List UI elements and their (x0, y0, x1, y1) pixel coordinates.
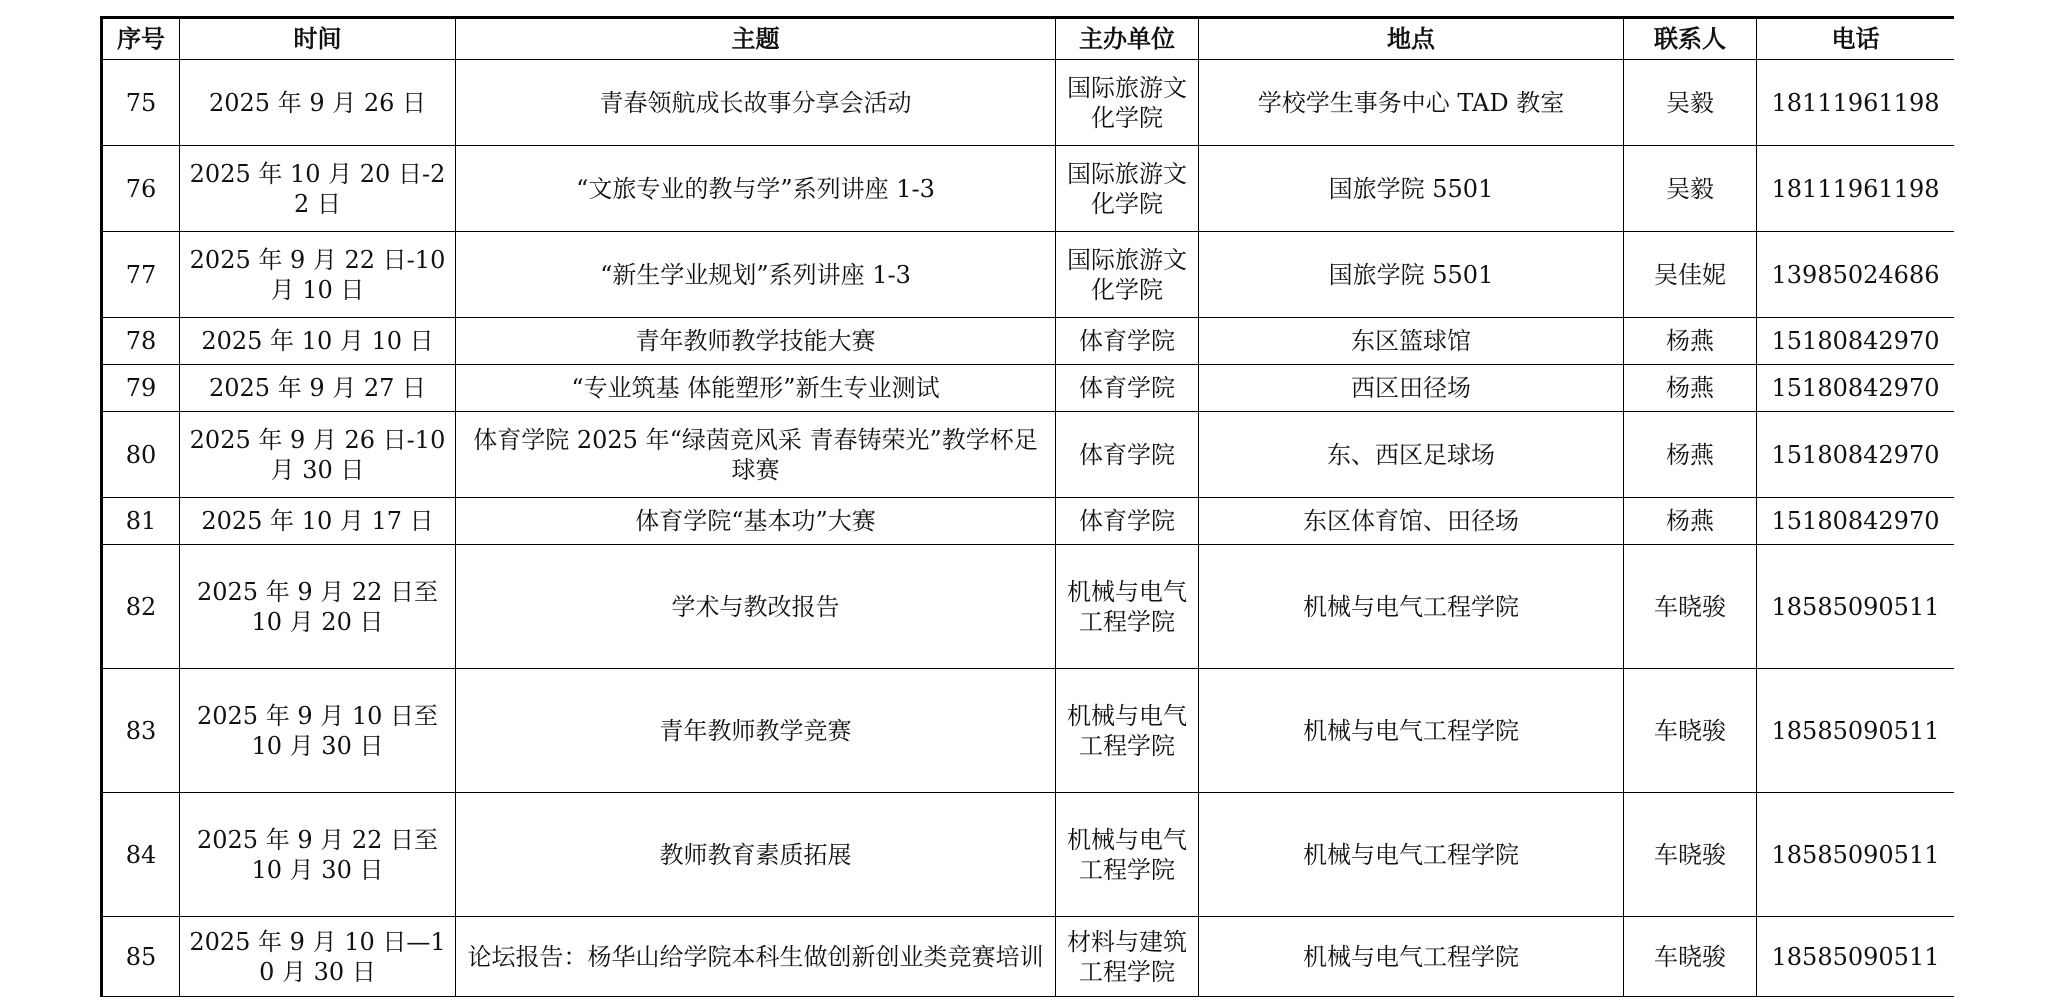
cell-date: 2025 年 9 月 10 日—10 月 30 日 (180, 917, 456, 998)
cell-topic: 青年教师教学竞赛 (456, 669, 1056, 793)
cell-no: 84 (102, 793, 180, 917)
cell-date: 2025 年 9 月 26 日-10 月 30 日 (180, 412, 456, 498)
cell-topic: “文旅专业的教与学”系列讲座 1-3 (456, 146, 1056, 232)
cell-phone: 18585090511 (1757, 917, 1955, 998)
cell-phone: 15180842970 (1757, 365, 1955, 412)
cell-date: 2025 年 9 月 22 日至 10 月 20 日 (180, 545, 456, 669)
cell-phone: 15180842970 (1757, 318, 1955, 365)
header-cell-topic: 主题 (456, 18, 1056, 60)
cell-phone: 18111961198 (1757, 60, 1955, 146)
table-row (102, 232, 1955, 318)
document-page (100, 16, 1954, 997)
cell-date: 2025 年 10 月 17 日 (180, 498, 456, 545)
cell-phone: 15180842970 (1757, 498, 1955, 545)
cell-no: 83 (102, 669, 180, 793)
cell-topic: 教师教育素质拓展 (456, 793, 1056, 917)
cell-place: 学校学生事务中心 TAD 教室 (1199, 60, 1624, 146)
cell-date: 2025 年 9 月 26 日 (180, 60, 456, 146)
table-row (102, 318, 1955, 365)
cell-phone: 18585090511 (1757, 545, 1955, 669)
cell-no: 80 (102, 412, 180, 498)
cell-host: 体育学院 (1056, 498, 1199, 545)
cell-phone: 18585090511 (1757, 669, 1955, 793)
cell-phone: 18585090511 (1757, 793, 1955, 917)
cell-contact: 吴佳妮 (1624, 232, 1757, 318)
table-row (102, 412, 1955, 498)
cell-place: 东区体育馆、田径场 (1199, 498, 1624, 545)
cell-place: 西区田径场 (1199, 365, 1624, 412)
cell-no: 76 (102, 146, 180, 232)
cell-host: 体育学院 (1056, 412, 1199, 498)
cell-topic: “专业筑基 体能塑形”新生专业测试 (456, 365, 1056, 412)
cell-phone: 18111961198 (1757, 146, 1955, 232)
cell-contact: 车晓骏 (1624, 793, 1757, 917)
cell-contact: 杨燕 (1624, 412, 1757, 498)
table-row (102, 917, 1955, 998)
cell-host: 国际旅游文化学院 (1056, 232, 1199, 318)
cell-place: 机械与电气工程学院 (1199, 917, 1624, 998)
cell-contact: 吴毅 (1624, 60, 1757, 146)
table-row (102, 545, 1955, 669)
cell-no: 79 (102, 365, 180, 412)
cell-topic: 论坛报告：杨华山给学院本科生做创新创业类竞赛培训 (456, 917, 1056, 998)
cell-host: 体育学院 (1056, 365, 1199, 412)
table-header-row (102, 18, 1955, 60)
cell-contact: 吴毅 (1624, 146, 1757, 232)
cell-contact: 杨燕 (1624, 365, 1757, 412)
cell-date: 2025 年 9 月 22 日至 10 月 30 日 (180, 793, 456, 917)
cell-place: 东、西区足球场 (1199, 412, 1624, 498)
cell-place: 国旅学院 5501 (1199, 232, 1624, 318)
table-row (102, 793, 1955, 917)
cell-date: 2025 年 10 月 20 日-22 日 (180, 146, 456, 232)
cell-host: 体育学院 (1056, 318, 1199, 365)
cell-topic: 体育学院 2025 年“绿茵竞风采 青春铸荣光”教学杯足球赛 (456, 412, 1056, 498)
cell-topic: 青春领航成长故事分享会活动 (456, 60, 1056, 146)
cell-host: 机械与电气工程学院 (1056, 545, 1199, 669)
cell-topic: “新生学业规划”系列讲座 1-3 (456, 232, 1056, 318)
header-cell-date: 时间 (180, 18, 456, 60)
table-row (102, 365, 1955, 412)
header-cell-phone: 电话 (1757, 18, 1955, 60)
cell-contact: 车晓骏 (1624, 917, 1757, 998)
cell-place: 机械与电气工程学院 (1199, 545, 1624, 669)
cell-contact: 车晓骏 (1624, 545, 1757, 669)
cell-no: 77 (102, 232, 180, 318)
cell-place: 机械与电气工程学院 (1199, 669, 1624, 793)
cell-place: 国旅学院 5501 (1199, 146, 1624, 232)
cell-no: 75 (102, 60, 180, 146)
cell-topic: 学术与教改报告 (456, 545, 1056, 669)
cell-host: 国际旅游文化学院 (1056, 146, 1199, 232)
cell-no: 82 (102, 545, 180, 669)
cell-place: 机械与电气工程学院 (1199, 793, 1624, 917)
cell-date: 2025 年 10 月 10 日 (180, 318, 456, 365)
cell-host: 材料与建筑工程学院 (1056, 917, 1199, 998)
header-cell-contact: 联系人 (1624, 18, 1757, 60)
activity-schedule-table (100, 16, 1954, 997)
header-cell-host: 主办单位 (1056, 18, 1199, 60)
cell-date: 2025 年 9 月 27 日 (180, 365, 456, 412)
cell-contact: 车晓骏 (1624, 669, 1757, 793)
table-row (102, 498, 1955, 545)
cell-no: 78 (102, 318, 180, 365)
cell-date: 2025 年 9 月 10 日至 10 月 30 日 (180, 669, 456, 793)
table-row (102, 669, 1955, 793)
cell-topic: 体育学院“基本功”大赛 (456, 498, 1056, 545)
cell-host: 机械与电气工程学院 (1056, 793, 1199, 917)
cell-date: 2025 年 9 月 22 日-10 月 10 日 (180, 232, 456, 318)
cell-no: 85 (102, 917, 180, 998)
header-cell-no: 序号 (102, 18, 180, 60)
cell-host: 机械与电气工程学院 (1056, 669, 1199, 793)
cell-host: 国际旅游文化学院 (1056, 60, 1199, 146)
cell-topic: 青年教师教学技能大赛 (456, 318, 1056, 365)
table-row (102, 60, 1955, 146)
header-cell-place: 地点 (1199, 18, 1624, 60)
cell-place: 东区篮球馆 (1199, 318, 1624, 365)
cell-no: 81 (102, 498, 180, 545)
table-row (102, 146, 1955, 232)
cell-contact: 杨燕 (1624, 318, 1757, 365)
cell-phone: 13985024686 (1757, 232, 1955, 318)
cell-contact: 杨燕 (1624, 498, 1757, 545)
cell-phone: 15180842970 (1757, 412, 1955, 498)
